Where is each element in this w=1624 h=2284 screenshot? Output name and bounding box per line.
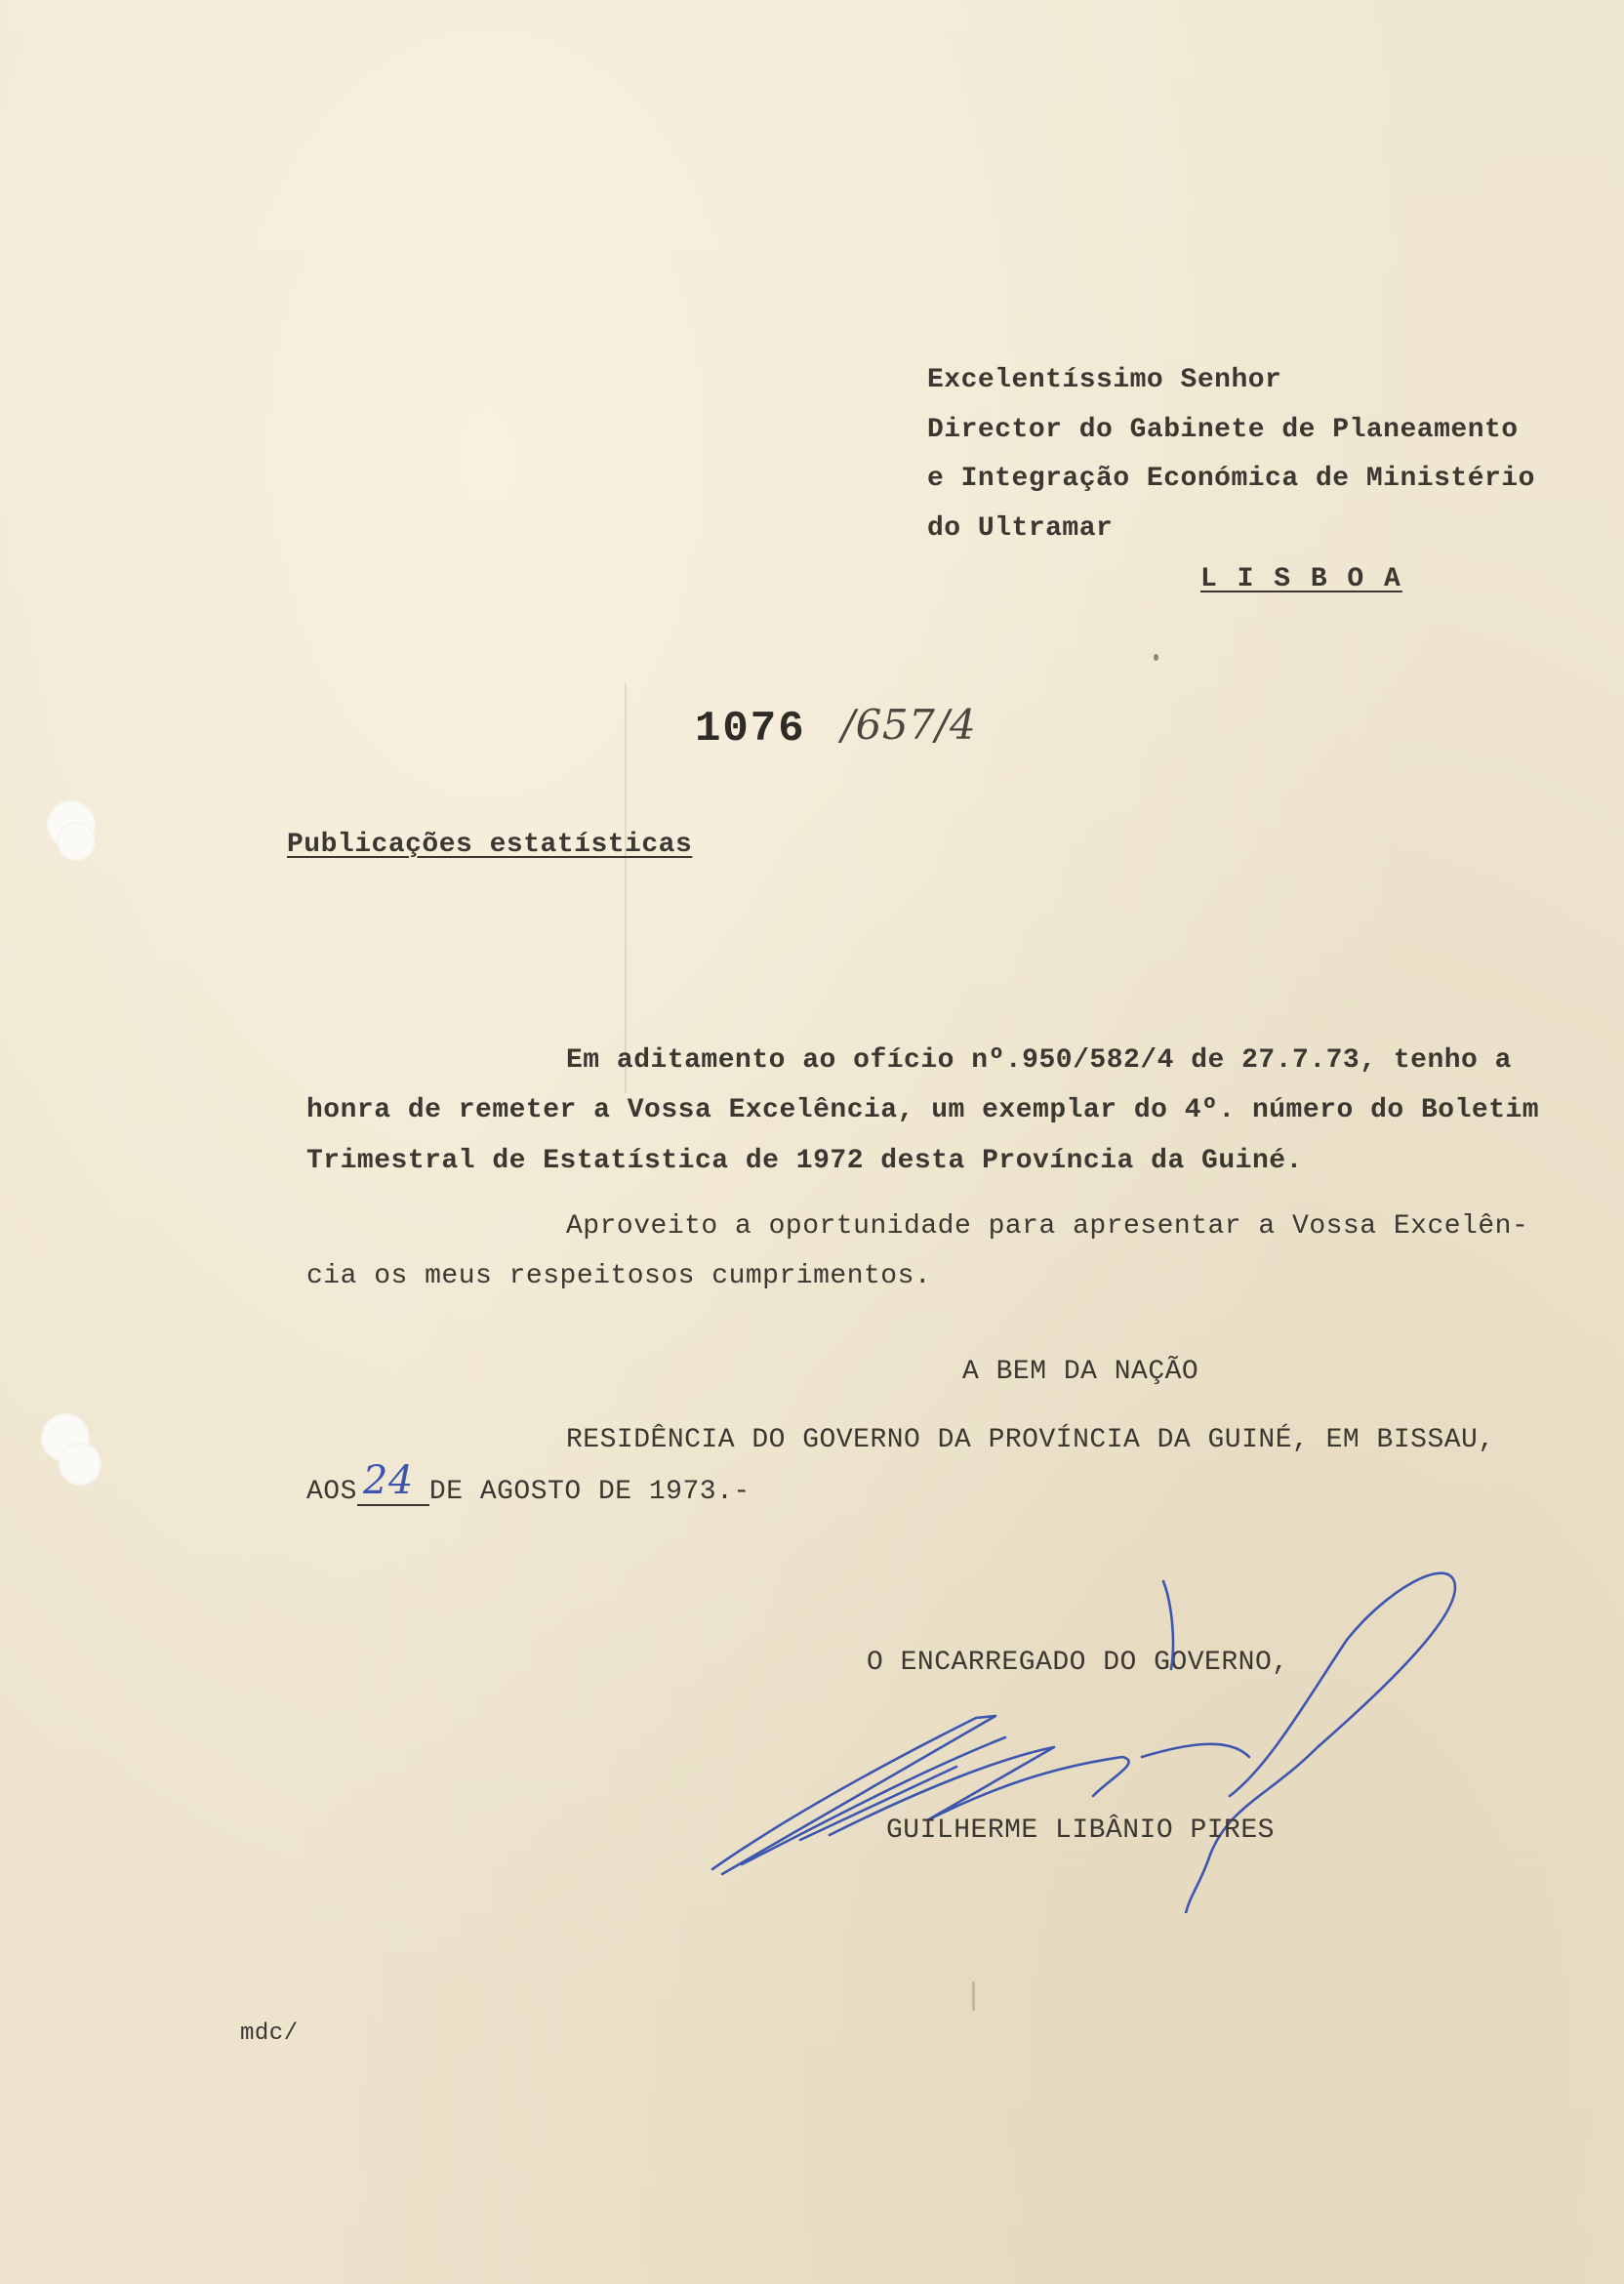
- punch-hole-top-b: [57, 822, 96, 861]
- addressee-line-3: e Integração Económica de Ministério: [927, 464, 1535, 494]
- date-day-blank: [357, 1458, 429, 1506]
- reference-number: 1076: [695, 705, 806, 754]
- addressee-line-2: Director do Gabinete de Planeamento: [927, 415, 1519, 445]
- body-p1-line-1: Em aditamento ao ofício nº.950/582/4 de 27.7.73, tenho a: [566, 1045, 1512, 1076]
- handwritten-signature: [683, 1562, 1464, 1913]
- paper-speck: [1154, 654, 1158, 661]
- paper-speck-2: [972, 1981, 975, 2011]
- closing-place-line: RESIDÊNCIA DO GOVERNO DA PROVÍNCIA DA GUINÉ, EM BISSAU,: [566, 1425, 1495, 1455]
- closing-motto: A BEM DA NAÇÃO: [962, 1357, 1199, 1387]
- reference-handwritten: /657/4: [841, 701, 977, 749]
- body-p1-line-2: honra de remeter a Vossa Excelência, um exemplar do 4º. número do Boletim: [306, 1095, 1540, 1125]
- date-day-handwritten: 24: [362, 1458, 414, 1503]
- body-p2-line-2: cia os meus respeitosos cumprimentos.: [306, 1261, 932, 1291]
- date-prefix: AOS: [306, 1477, 357, 1507]
- paper-crease: [625, 683, 627, 1093]
- addressee-line-1: Excelentíssimo Senhor: [927, 365, 1282, 395]
- punch-hole-bottom-b: [59, 1443, 102, 1486]
- date-suffix: DE AGOSTO DE 1973.-: [428, 1477, 751, 1507]
- signature-title: O ENCARREGADO DO GOVERNO,: [867, 1648, 1289, 1678]
- typist-initials: mdc/: [240, 2020, 299, 2047]
- addressee-line-4: do Ultramar: [927, 513, 1114, 544]
- signatory-name: GUILHERME LIBÂNIO PIRES: [886, 1815, 1275, 1846]
- closing-date-line: [306, 1458, 751, 1507]
- addressee-city: L I S B O A: [1200, 564, 1402, 594]
- body-p1-line-3: Trimestral de Estatística de 1972 desta Província da Guiné.: [306, 1146, 1303, 1176]
- body-p2-line-1: Aproveito a oportunidade para apresentar a Vossa Excelên-: [566, 1211, 1529, 1242]
- subject-line: Publicações estatísticas: [287, 830, 693, 860]
